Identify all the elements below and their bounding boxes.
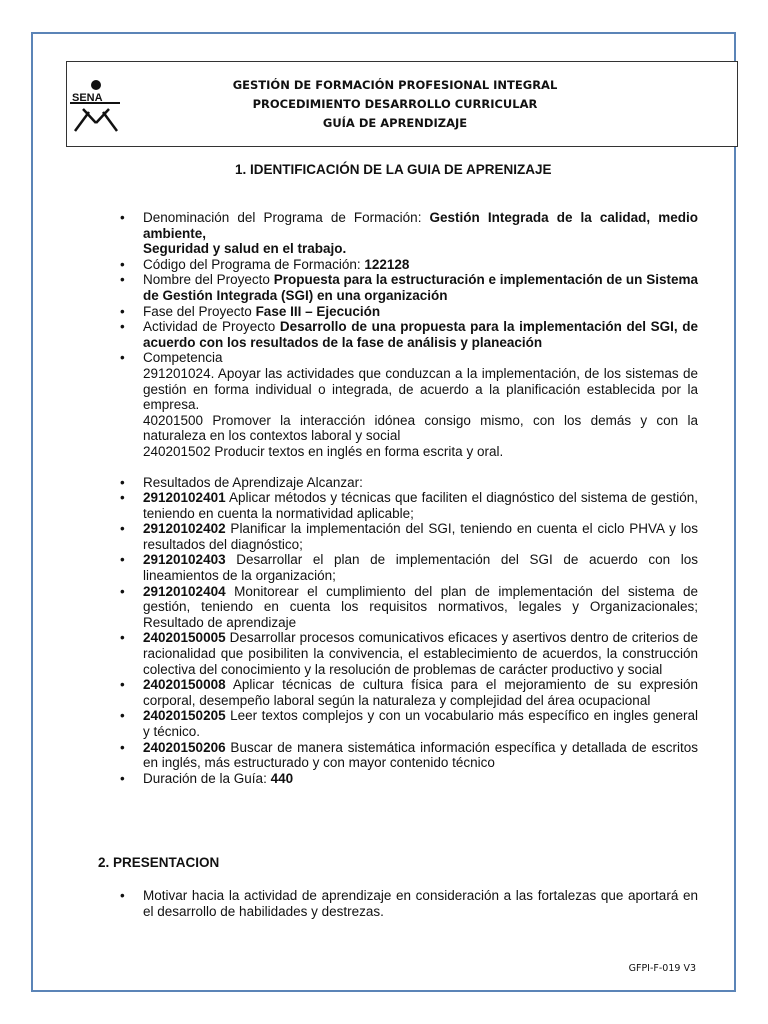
resultado-text: Desarrollar procesos comunicativos eficaces y asertivos dentro de criterios de racionalidad que posibiliten la convivencia, el establecimiento de acuerdos, la construcción colectiva del conocimiento y la resolución de problemas de carácter productivo y social (143, 630, 698, 677)
resultado-text: Desarrollar el plan de implementación del SGI de acuerdo con los lineamientos de la organización; (143, 552, 698, 584)
list-item-duracion: • Duración de la Guía: 440 (120, 770, 294, 786)
list-item-actividad: • Actividad de Proyecto Desarrollo de una propuesta para la implementación del SGI, de acuerdo con los resultados de la fase de análisis y planeación (120, 319, 698, 350)
resultado-code: 29120102401 (143, 490, 226, 506)
resultado-code: 24020150005 (143, 630, 226, 646)
resultado-text: Planificar la implementación del SGI, teniendo en cuenta el ciclo PHVA y los resultados del diagnóstico; (143, 521, 698, 552)
denominacion-label: Denominación del Programa de Formación: (143, 210, 430, 225)
resultado-code: 24020150206 (143, 739, 226, 755)
competencia-label: Competencia (143, 350, 223, 366)
list-item-nombre: • Nombre del Proyecto Propuesta para la estructuración e implementación de un Sistema de Gestión Integrada (SGI) en una organización (120, 272, 698, 303)
duracion-label: Duración de la Guía: (143, 770, 271, 786)
resultado-item: • 29120102402 Planificar la implementación del SGI, teniendo en cuenta el ciclo PHVA y los resultados del diagnóstico; (120, 521, 698, 552)
resultado-code: 24020150205 (143, 708, 226, 724)
competencia-2: 40201500 Promover la interacción idónea consigo mismo, con los demás y con la naturaleza en los contextos laboral y social (143, 412, 698, 444)
resultado-item: • 24020150005 Desarrollar procesos comunicativos eficaces y asertivos dentro de criterios de racionalidad que posibiliten la convivencia, el establecimiento de acuerdos, la construcción colectiva del conocimiento y la resolución de problemas de carácter productivo y social (120, 630, 698, 677)
resultado-item: • 24020150008 Aplicar técnicas de cultura física para el mejoramiento de su expresión corporal, desempeño laboral según la naturaleza y complejidad del área ocupacional (120, 677, 698, 708)
resultado-text: Leer textos complejos y con un vocabulario más específico en ingles general y técnico. (143, 708, 698, 739)
actividad-label: Actividad de Proyecto (143, 319, 280, 335)
resultado-text: Buscar de manera sistemática información específica y detallada de escritos en inglés, más estructurado y con mayor contenido técnico (143, 739, 698, 771)
resultado-text: Monitorear el cumplimiento del plan de implementación del sistema de gestión, teniendo en cuenta los requisitos normativos, legales y Organizacionales; Resultado de aprendizaje (143, 583, 698, 630)
presentacion-text: Motivar hacia la actividad de aprendizaje en consideración a las fortalezas que aportará en el desarrollo de habilidades y destrezas. (143, 888, 698, 919)
denominacion-value: Gestión Integrada de la calidad, medio ambiente, (143, 210, 698, 241)
fase-label: Fase del Proyecto (143, 303, 256, 319)
resultado-text: Aplicar métodos y técnicas que faciliten el diagnóstico del sistema de gestión, teniendo en cuenta la normatividad aplicable; (143, 490, 698, 521)
resultado-item: • 29120102403 Desarrollar el plan de implementación del SGI de acuerdo con los lineamientos de la organización; (120, 552, 698, 584)
form-code: GFPI-F-019 V3 (628, 963, 696, 974)
resultado-code: 29120102403 (143, 552, 226, 568)
resultado-text: Aplicar técnicas de cultura física para el mejoramiento de su expresión corporal, desempeño laboral según la naturaleza y complejidad del área ocupacional (143, 677, 698, 708)
header-line-3: GUÍA DE APRENDIZAJE (322, 116, 468, 130)
resultado-code: 29120102404 (143, 583, 226, 599)
list-item-presentacion: • Motivar hacia la actividad de aprendizaje en consideración a las fortalezas que aportará en el desarrollo de habilidades y destrezas. (120, 888, 698, 919)
nombre-value: Propuesta para la estructuración e implementación de un Sistema de Gestión Integrada (SGI) en una organización (143, 272, 698, 303)
list-item-codigo: • Código del Programa de Formación: 122128 (120, 256, 410, 272)
resultados-label: Resultados de Aprendizaje Alcanzar: (143, 474, 363, 490)
section-2-title: 2. PRESENTACION (98, 855, 220, 870)
resultado-item: • 24020150205 Leer textos complejos y con un vocabulario más específico en ingles general y técnico. (120, 708, 698, 739)
nombre-label: Nombre del Proyecto (143, 272, 274, 288)
section-1-title: 1. IDENTIFICACIÓN DE LA GUIA DE APRENIZAJE (235, 162, 552, 177)
resultado-code: 24020150008 (143, 677, 226, 693)
svg-text:SENA: SENA (72, 92, 103, 104)
resultado-item: • 29120102404 Monitorear el cumplimiento del plan de implementación del sistema de gestión, teniendo en cuenta los requisitos normativos, legales y Organizacionales; Resultado de aprendizaje (120, 583, 698, 630)
actividad-value: Desarrollo de una propuesta para la implementación del SGI, de acuerdo con los resultados de la fase de análisis y planeación (143, 319, 698, 350)
denominacion-value-2: Seguridad y salud en el trabajo. (143, 241, 347, 257)
header-text (130, 76, 660, 133)
header-line-2: PROCEDIMIENTO DESARROLLO CURRICULAR (252, 97, 538, 111)
list-item-fase: • Fase del Proyecto Fase III – Ejecución (120, 303, 381, 319)
list-item-denominacion: • Denominación del Programa de Formación: Gestión Integrada de la calidad, medio ambiente, Seguridad y salud en el trabajo. (120, 210, 698, 257)
resultado-item: • 29120102401 Aplicar métodos y técnicas que faciliten el diagnóstico del sistema de gestión, teniendo en cuenta la normatividad aplicable; (120, 490, 698, 521)
presentacion-list (120, 888, 698, 919)
list-item-resultados: • Resultados de Aprendizaje Alcanzar: (120, 474, 363, 490)
competencia-3: 240201502 Producir textos en inglés en forma escrita y oral. (143, 443, 504, 459)
codigo-value: 122128 (364, 256, 410, 272)
header-line-1: GESTIÓN DE FORMACIÓN PROFESIONAL INTEGRAL (232, 78, 558, 92)
codigo-label: Código del Programa de Formación: (143, 256, 365, 272)
resultado-item: • 24020150206 Buscar de manera sistemática información específica y detallada de escritos en inglés, más estructurado y con mayor contenido técnico (120, 739, 698, 771)
duracion-value: 440 (270, 770, 294, 786)
fase-value: Fase III – Ejecución (255, 303, 381, 319)
list-item-competencia: • Competencia 291201024. Apoyar las actividades que conduzcan a la implementación, de los sistemas de gestión en forma individual o integrada, de acuerdo a la planificación establecida por la empresa. 40201500 Promover la interacción idónea consigo mismo, con los demás y con la naturaleza en los contextos laboral y social 240201502 Producir textos en inglés en forma escrita y oral. (120, 350, 698, 459)
identification-list (120, 210, 698, 786)
resultado-code: 29120102402 (143, 521, 226, 537)
sena-logo (70, 76, 130, 136)
competencia-1: 291201024. Apoyar las actividades que conduzcan a la implementación, de los sistemas de gestión en forma individual o integrada, de acuerdo a la planificación establecida por la empresa. (143, 365, 698, 413)
